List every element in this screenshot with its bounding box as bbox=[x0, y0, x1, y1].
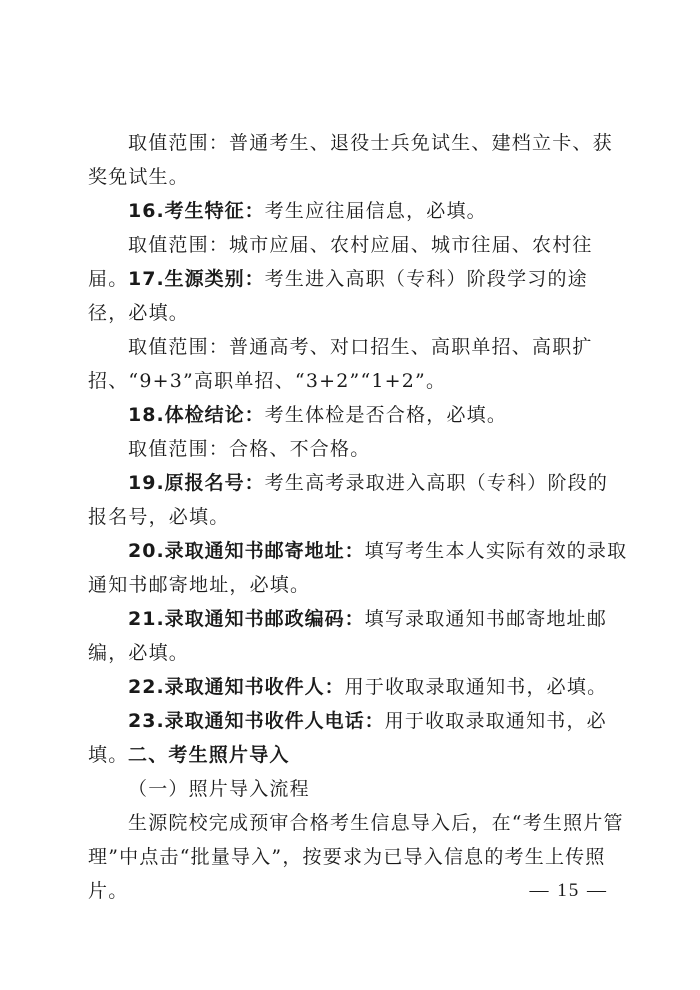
sub-heading: （一）照片导入流程 bbox=[128, 778, 310, 800]
page-number: — 15 — bbox=[529, 880, 608, 901]
item-text: 考生高考录取进入高职（专科）阶段的报名号，必填。 bbox=[88, 472, 609, 528]
item-text: 考生应往届信息，必填。 bbox=[264, 200, 487, 222]
paragraph-item-20 bbox=[88, 534, 628, 602]
paragraph-item-19 bbox=[88, 466, 628, 534]
paragraph-item-17 bbox=[88, 262, 628, 330]
item-text: 取值范围：普通考生、退役士兵免试生、建档立卡、获奖免试生。 bbox=[88, 132, 613, 188]
item-text: 用于收取录取通知书，必填。 bbox=[344, 676, 608, 698]
item-text: 填写录取通知书邮寄地址邮编，必填。 bbox=[88, 608, 608, 664]
section-heading: 二、考生照片导入 bbox=[128, 744, 290, 766]
item-label: 19.原报名号： bbox=[128, 472, 265, 494]
paragraph-item-18 bbox=[88, 398, 628, 432]
item-label: 23.录取通知书收件人电话： bbox=[128, 710, 385, 732]
item-label: 22.录取通知书收件人： bbox=[128, 676, 345, 698]
item-label: 20.录取通知书邮寄地址： bbox=[128, 540, 365, 562]
item-label: 18.体检结论： bbox=[128, 404, 265, 426]
item-text: 填写考生本人实际有效的录取通知书邮寄地址，必填。 bbox=[88, 540, 628, 596]
paragraph-value-range-18 bbox=[88, 432, 628, 466]
item-text: 考生体检是否合格，必填。 bbox=[264, 404, 508, 426]
item-label: 16.考生特征： bbox=[128, 200, 265, 222]
paragraph-value-range-student-type bbox=[88, 126, 628, 194]
item-label: 21.录取通知书邮政编码： bbox=[128, 608, 365, 630]
item-text: 取值范围：城市应届、农村应届、城市往届、农村往届。 bbox=[88, 234, 593, 290]
paragraph-item-22 bbox=[88, 670, 628, 704]
item-text: 用于收取录取通知书，必填。 bbox=[88, 710, 607, 766]
item-text: 取值范围：合格、不合格。 bbox=[128, 438, 371, 460]
paragraph-item-21 bbox=[88, 602, 628, 670]
item-text: 考生进入高职（专科）阶段学习的途径，必填。 bbox=[88, 268, 588, 324]
item-text: 取值范围：普通高考、对口招生、高职单招、高职扩招、“9+3”高职单招、“3+2”“1+2”。 bbox=[88, 336, 593, 392]
final-paragraph: 生源院校完成预审合格考生信息导入后，在“考生照片管理”中点击“批量导入”，按要求为已导入信息的考生上传照片。 bbox=[88, 812, 624, 902]
paragraph-item-16 bbox=[88, 194, 628, 228]
item-label: 17.生源类别： bbox=[128, 268, 265, 290]
paragraph-value-range-17 bbox=[88, 330, 628, 398]
